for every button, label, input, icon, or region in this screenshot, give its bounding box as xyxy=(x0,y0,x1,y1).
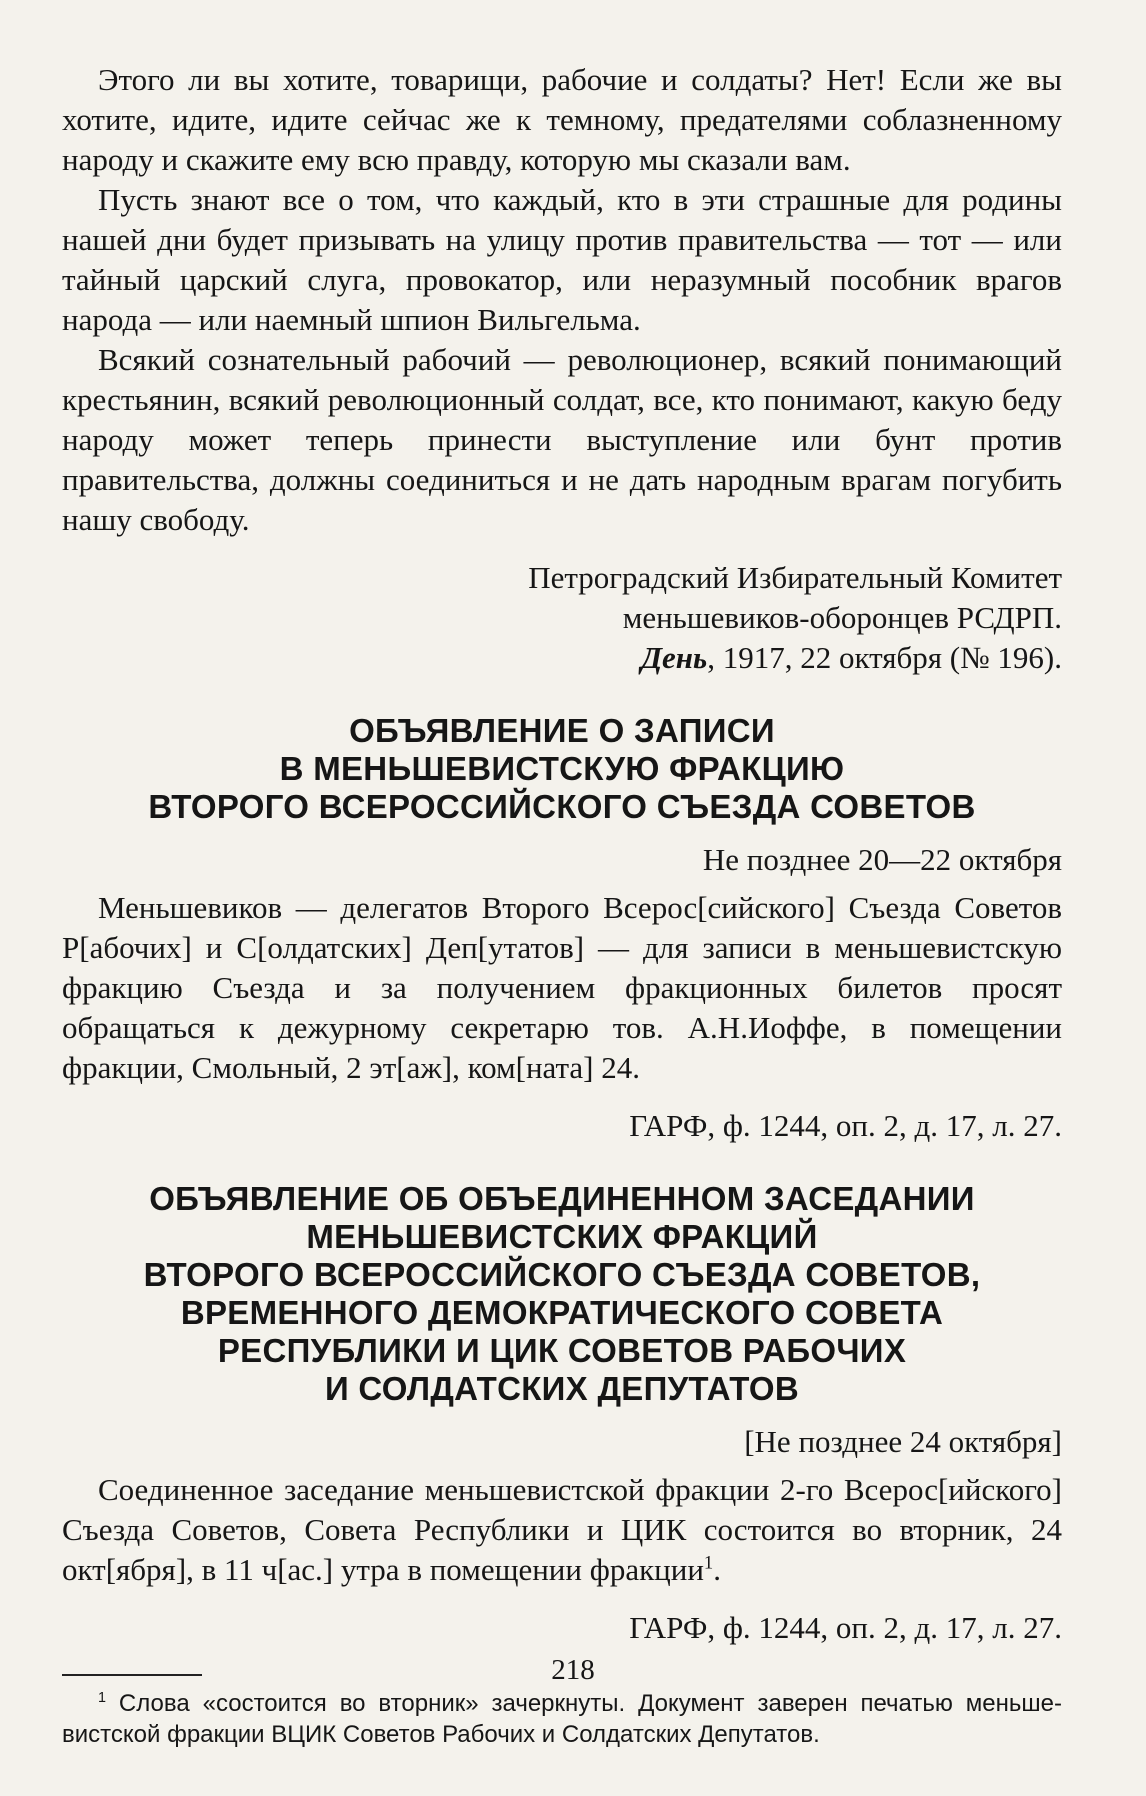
title-line: ВРЕМЕННОГО ДЕМОКРАТИЧЕСКОГО СОВЕТА xyxy=(180,1294,944,1331)
signature-line: Петроградский Избирательный Комитет xyxy=(528,560,1062,595)
source-citation xyxy=(62,638,1062,678)
title-line: В МЕНЬШЕВИСТСКУЮ ФРАКЦИЮ xyxy=(279,750,845,787)
title-line: И СОЛДАТСКИХ ДЕПУТАТОВ xyxy=(324,1370,800,1407)
doc2-archive-ref: ГАРФ, ф. 1244, оп. 2, д. 17, л. 27. xyxy=(629,1610,1062,1645)
title-line: ОБЪЯВЛЕНИЕ ОБ ОБЪЕДИНЕННОМ ЗАСЕДАНИИ xyxy=(149,1180,975,1217)
page-number: 218 xyxy=(551,1654,595,1686)
document-page xyxy=(62,60,1062,1750)
paragraph: Всякий сознательный рабочий — революционер, всякий понимающий крестьянин, всякий революционный солдат, все, кто понимают, какую беду народу может теперь принести выступление или бунт против правительства, должны соединиться и не дать народным врагам погубить нашу свободу. xyxy=(62,342,1062,537)
doc2-date: [Не позднее 24 октября] xyxy=(744,1424,1062,1459)
footnote-marker: 1 xyxy=(98,1690,107,1706)
doc1-archive-ref: ГАРФ, ф. 1244, оп. 2, д. 17, л. 27. xyxy=(629,1108,1062,1143)
footnote-ref: 1 xyxy=(703,1552,714,1574)
title-line: РЕСПУБЛИКИ И ЦИК СОВЕТОВ РАБОЧИХ xyxy=(217,1332,907,1369)
title-line: ВТОРОГО ВСЕРОССИЙСКОГО СЪЕЗДА СОВЕТОВ, xyxy=(143,1256,981,1293)
doc1-date: Не позднее 20—22 октября xyxy=(702,842,1062,877)
source-name: День xyxy=(640,640,708,675)
doc2-text-end: . xyxy=(713,1552,721,1587)
title-line: ОБЪЯВЛЕНИЕ О ЗАПИСИ xyxy=(349,712,775,749)
signature-line: меньшевиков-оборонцев РСДРП. xyxy=(622,600,1062,635)
doc2-title xyxy=(62,1180,1062,1408)
doc1-title xyxy=(62,712,1062,826)
source-details: , 1917, 22 октября (№ 196). xyxy=(707,640,1062,675)
paragraph: Этого ли вы хотите, товарищи, рабочие и солдаты? Нет! Если же вы хотите, идите, идите сейчас же к темному, предателями соблазненному народу и скажите ему всю правду, которую мы сказали вам. xyxy=(62,62,1062,177)
paragraph: Пусть знают все о том, что каждый, кто в эти страшные для родины нашей дни будет призывать на улицу против правительства — тот — или тайный царский слуга, провокатор, или неразумный пособник врагов народа — или наемный шпион Вильгельма. xyxy=(62,182,1062,337)
title-line: МЕНЬШЕВИСТСКИХ ФРАКЦИЙ xyxy=(306,1218,818,1255)
footnote xyxy=(62,1688,1062,1750)
doc2-text-body: Соединенное заседание меньшевистской фракции 2-го Всерос[ийского] Съезда Советов, Совета Республики и ЦИК состоится во вторник, 24 окт[ября], в 11 ч[ас.] утра в помещении фракции xyxy=(62,1472,1062,1587)
doc2-text xyxy=(62,1470,1062,1590)
title-line: ВТОРОГО ВСЕРОССИЙСКОГО СЪЕЗДА СОВЕТОВ xyxy=(148,788,976,825)
footnote-text: Слова «состоится во вторник» зачеркнуты. Документ заверен печатью меньшевистской фракции ВЦИК Советов Рабочих и Солдатских Депутатов. xyxy=(62,1690,1062,1748)
doc1-text: Меньшевиков — делегатов Второго Всерос[сийского] Съезда Советов Р[абочих] и С[олдатских] Деп[утатов] — для записи в меньшевистскую фракцию Съезда и за получением фракционных билетов просят обращаться к дежурному секретарю тов. А.Н.Иоффе, в помещении фракции, Смольный, 2 эт[аж], ком[ната] 24. xyxy=(62,890,1062,1085)
